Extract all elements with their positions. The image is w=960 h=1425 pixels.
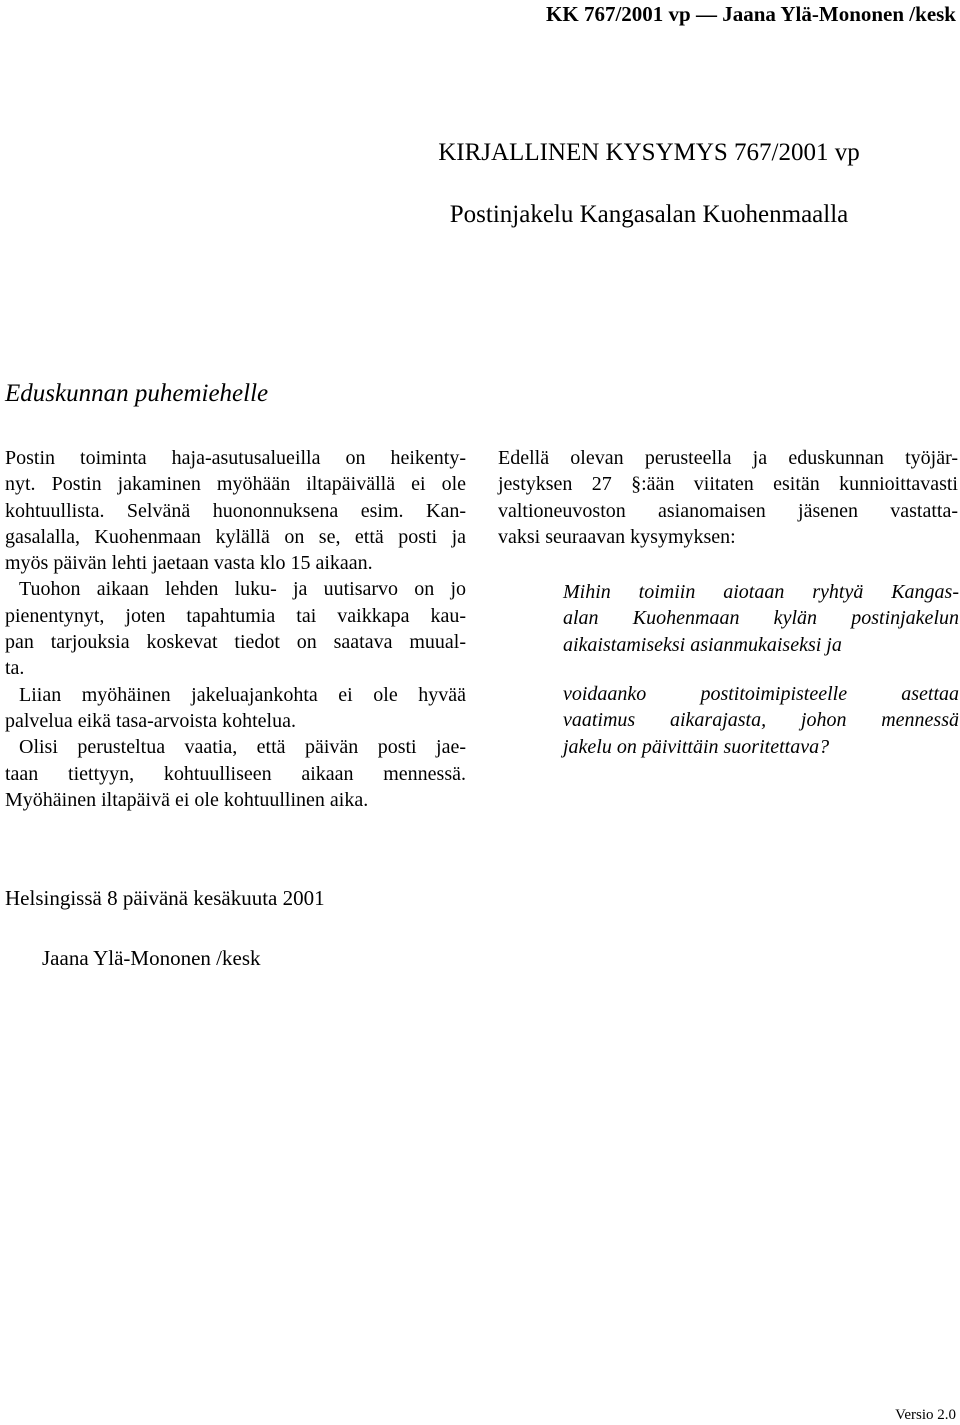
text-line: Olisi perusteltua vaatia, että päivän posti jae- [19,736,466,759]
left-column [5,445,466,813]
text-line: nyt. Postin jakaminen myöhään iltapäivällä ei ole [5,473,466,496]
right-column-intro [498,445,958,550]
question-1 [563,579,959,658]
text-line: ta. [5,657,25,680]
text-line: aikaistamiseksi asianmukaiseksi ja [563,633,842,656]
question-2 [563,681,959,760]
paragraph [5,682,466,735]
text-line: Mihin toimiin aiotaan ryhtyä Kangas- [563,581,959,603]
document-subtitle: Postinjakelu Kangasalan Kuohenmaalla [449,201,849,228]
place-date: Helsingissä 8 päivänä kesäkuuta 2001 [5,886,325,910]
text-line: pan tarjouksia koskevat tiedot on saatava muual- [5,631,466,654]
text-line: alan Kuohenmaan kylän postinjakelun [563,607,959,630]
text-line: Myöhäinen iltapäivä ei ole kohtuullinen aika. [5,788,369,811]
paragraph [5,576,466,681]
text-line: voidaanko postitoimipisteelle asettaa [563,683,959,705]
text-line: pienentynyt, joten tapahtumia tai vaikkapa kau- [5,604,466,627]
text-line: vaksi seuraavan kysymyksen: [498,525,736,548]
text-line: kohtuullista. Selvänä huononnuksena esim. Kan- [5,499,466,522]
text-line: Edellä olevan perusteella ja eduskunnan työjär- [498,447,958,469]
text-line: jestyksen 27 §:ään viitaten esitän kunnioittavasti [498,473,958,496]
text-line: valtioneuvoston asianomaisen jäsenen vastatta- [498,499,958,522]
addressee: Eduskunnan puhemiehelle [5,380,269,407]
signer-name: Jaana Ylä-Mononen /kesk [42,946,261,970]
text-line: gasalalla, Kuohenmaan kylällä on se, että posti ja [5,525,466,548]
text-line: palvelua eikä tasa-arvoista kohtelua. [5,709,296,732]
text-line: vaatimus aikarajasta, johon mennessä [563,709,959,732]
text-line: taan tiettyyn, kohtuulliseen aikaan mennessä. [5,762,466,785]
version-label: Versio 2.0 [895,1407,956,1423]
paragraph [5,734,466,813]
text-line: myös päivän lehti jaetaan vasta klo 15 aikaan. [5,552,373,575]
text-line: Postin toiminta haja-asutusalueilla on heikenty- [5,447,466,469]
text-line: Liian myöhäinen jakeluajankohta ei ole hyvää [19,683,466,706]
text-line: jakelu on päivittäin suoritettava? [563,735,830,758]
running-header: KK 767/2001 vp — Jaana Ylä-Mononen /kesk [546,2,956,26]
text-line: Tuohon aikaan lehden luku- ja uutisarvo on jo [19,578,466,601]
paragraph [5,445,466,576]
document-title: KIRJALLINEN KYSYMYS 767/2001 vp [438,139,860,166]
